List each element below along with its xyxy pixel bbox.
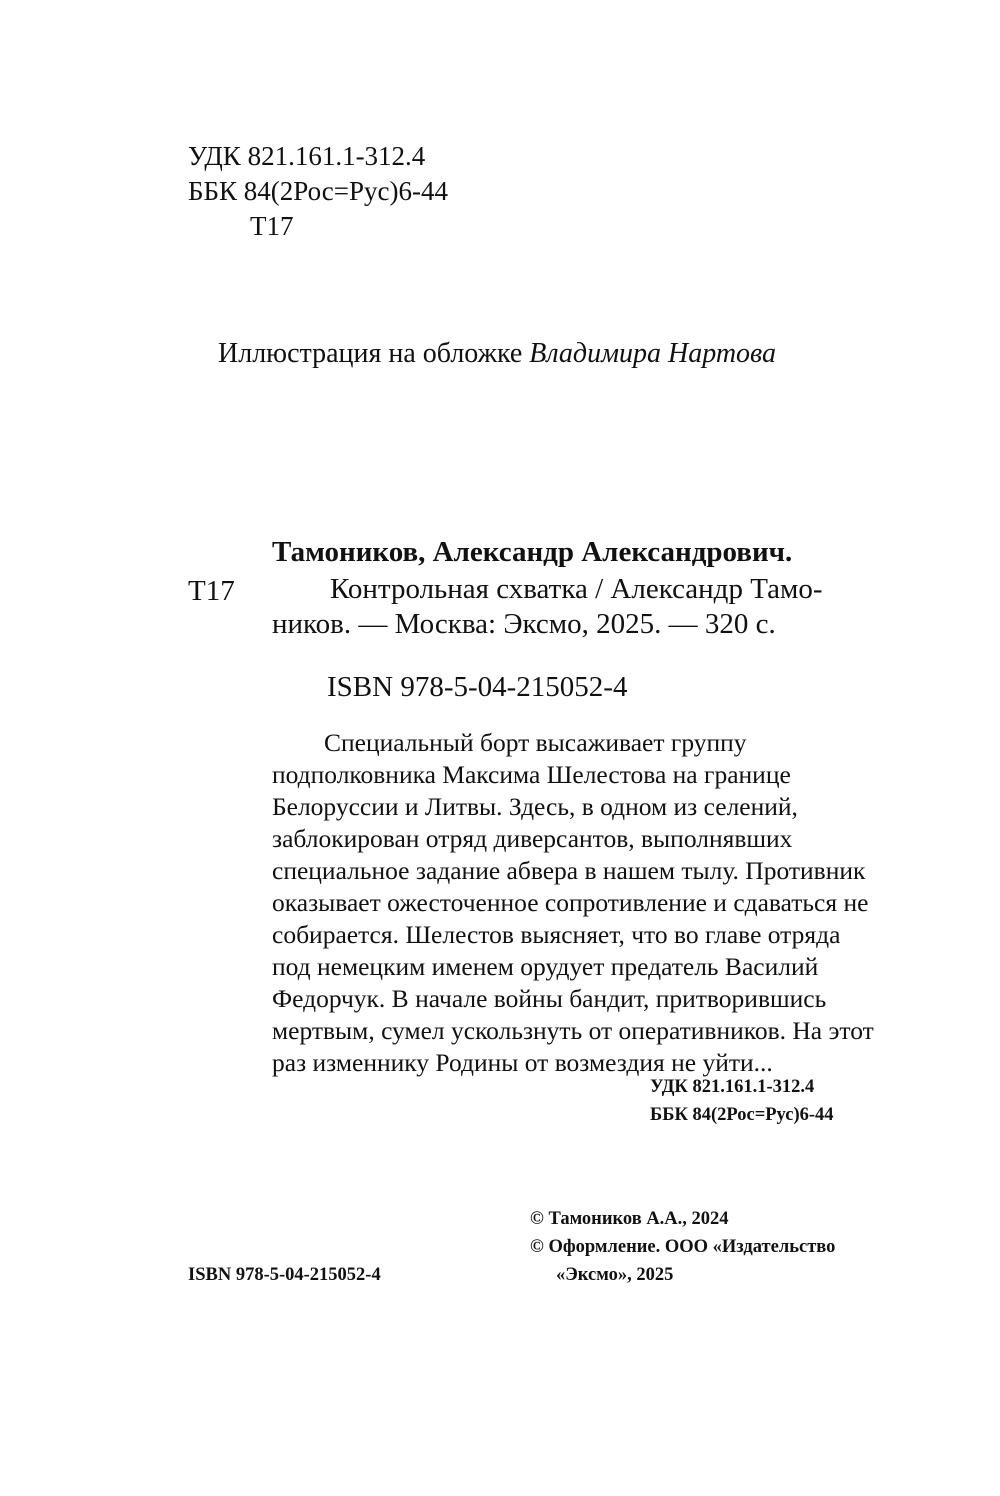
author-sign-entry: Т17: [188, 575, 235, 607]
udk-code-top: УДК 821.161.1-312.4: [188, 141, 426, 171]
footer-isbn: ISBN 978-5-04-215052-4: [188, 1265, 381, 1285]
title-line-2: ников. — Москва: Эксмо, 2025. — 320 с.: [272, 608, 776, 640]
udk-code-bottom: УДК 821.161.1-312.4: [650, 1077, 815, 1097]
annotation: [272, 727, 876, 1079]
annotation-text: Специальный борт высаживает группу подполковника Максима Шелестова на границе Белоруссии и Литвы. Здесь, в одном из селений, заблокирован отряд диверсантов, выполнявших специальное задание абвера в нашем тылу. Противник оказывает ожесточенное сопротивление и сдаваться не собирается. Шелестов выясняет, что во главе отряда под немецким именем орудует предатель Василий Федорчук. В начале войны бандит, притворившись мертвым, сумел ускользнуть от оперативников. На этот раз изменнику Родины от возмездия не уйти...: [272, 728, 874, 1077]
author-sign-top: Т17: [250, 211, 294, 241]
illustration-credit: [218, 338, 776, 370]
copyright-design: © Оформление. ООО «Издательство: [530, 1237, 836, 1257]
bbk-code-bottom: ББК 84(2Рос=Рус)6-44: [650, 1105, 834, 1125]
isbn-entry: ISBN 978-5-04-215052-4: [327, 671, 628, 703]
illustration-artist: Владимира Нартова: [529, 338, 777, 369]
author-heading: Тамоников, Александр Александрович.: [272, 536, 793, 568]
illustration-prefix: Иллюстрация на обложке: [218, 338, 523, 369]
title-line-1: Контрольная схватка / Александр Тамо-: [330, 573, 823, 605]
bbk-code-top: ББК 84(2Рос=Рус)6-44: [188, 176, 448, 206]
copyright-publisher: «Эксмо», 2025: [556, 1265, 674, 1285]
copyright-author: © Тамоников А.А., 2024: [530, 1209, 729, 1229]
